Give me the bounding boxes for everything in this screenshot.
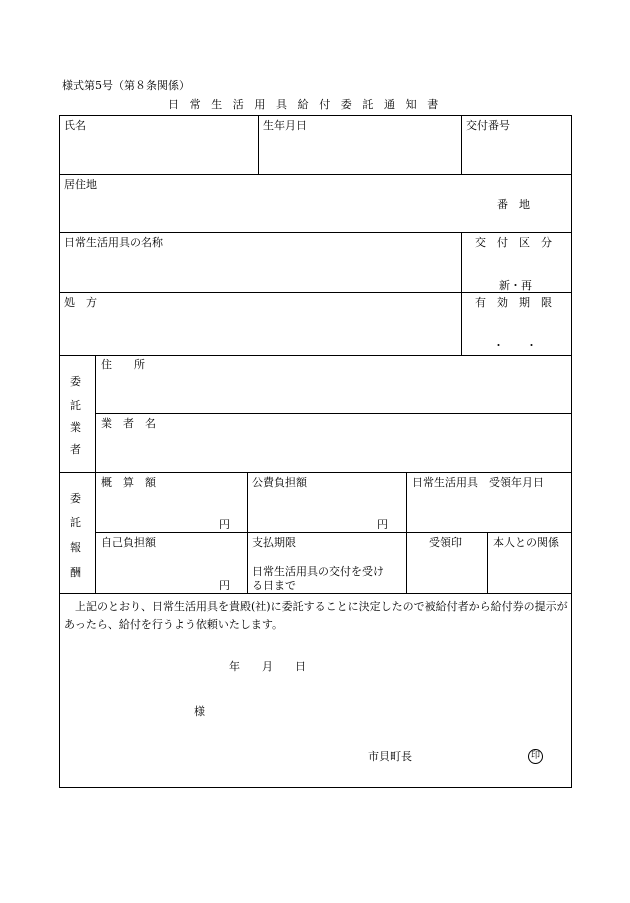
delivery-category-label: 交 付 区 分 xyxy=(475,236,552,249)
public-share-yen: 円 xyxy=(377,518,388,531)
divider-fee-mid xyxy=(95,532,572,533)
divider-row1 xyxy=(59,174,572,175)
notice-body: 上記のとおり、日常生活用具を貴殿(社)に委託することに決定したので被給付者から給付券の提示があったら、給付を行うよう依頼いたします。 xyxy=(64,600,568,631)
fee-group-char: 酬 xyxy=(70,566,81,579)
fee-group-char: 託 xyxy=(70,516,81,529)
issuer-name: 市貝町長 xyxy=(368,750,412,763)
self-pay-yen: 円 xyxy=(219,579,230,592)
payment-due-label: 支払期限 xyxy=(252,536,296,549)
table-bottom-border xyxy=(59,787,572,788)
delivery-category-value: 新・再 xyxy=(499,279,532,292)
divider-fee-end xyxy=(59,593,572,594)
vdiv-right-col xyxy=(461,232,462,355)
table-top-border xyxy=(59,115,572,116)
contractor-group-char: 業 xyxy=(70,421,81,434)
divider-row3 xyxy=(59,292,572,293)
prescription-label: 処 方 xyxy=(64,296,97,309)
delivery-number-label: 交付番号 xyxy=(466,119,510,132)
contractor-name-label: 業 者 名 xyxy=(101,417,156,430)
contractor-group-char: 者 xyxy=(70,443,81,456)
public-share-label: 公費負担額 xyxy=(252,476,307,489)
contractor-group-char: 託 xyxy=(70,399,81,412)
vdiv-fee-col1 xyxy=(247,472,248,593)
banchi-label: 番 地 xyxy=(497,198,530,211)
payment-due-line2: る日まで xyxy=(252,579,296,592)
address-label: 居住地 xyxy=(64,178,97,191)
table-left-border xyxy=(59,115,60,788)
receipt-date-label: 日常生活用具 受領年月日 xyxy=(412,476,544,489)
name-label: 氏名 xyxy=(64,119,86,132)
fee-group-char: 委 xyxy=(70,492,81,505)
seal-icon: 印 xyxy=(528,749,543,764)
self-pay-label: 自己負担額 xyxy=(101,536,156,549)
relation-label: 本人との関係 xyxy=(493,536,559,549)
vdiv-name-birth xyxy=(258,115,259,174)
item-name-label: 日常生活用具の名称 xyxy=(64,236,163,249)
vdiv-group-label xyxy=(95,355,96,593)
contractor-group-char: 委 xyxy=(70,375,81,388)
estimated-amount-label: 概 算 額 xyxy=(101,476,156,489)
divider-row4 xyxy=(59,355,572,356)
addressee-suffix: 様 xyxy=(194,705,205,718)
vdiv-birth-number xyxy=(461,115,462,174)
vdiv-fee-col3 xyxy=(487,532,488,593)
notice-date: 年 月 日 xyxy=(229,660,306,673)
contractor-address-label: 住 所 xyxy=(101,358,145,371)
divider-row2 xyxy=(59,232,572,233)
validity-date-dots: ・ ・ xyxy=(493,339,537,352)
form-number-label: 様式第5号（第８条関係） xyxy=(62,79,190,92)
birthdate-label: 生年月日 xyxy=(263,119,307,132)
validity-period-label: 有 効 期 限 xyxy=(475,296,552,309)
divider-contractor-end xyxy=(59,472,572,473)
divider-contractor-mid xyxy=(95,413,572,414)
payment-due-line1: 日常生活用具の交付を受け xyxy=(252,565,384,578)
receipt-seal-label: 受領印 xyxy=(429,536,462,549)
vdiv-fee-col2 xyxy=(406,472,407,593)
estimated-amount-yen: 円 xyxy=(219,518,230,531)
fee-group-char: 報 xyxy=(70,541,81,554)
document-title: 日常生活用具給付委託通知書 xyxy=(168,98,449,111)
table-right-border xyxy=(571,115,572,788)
